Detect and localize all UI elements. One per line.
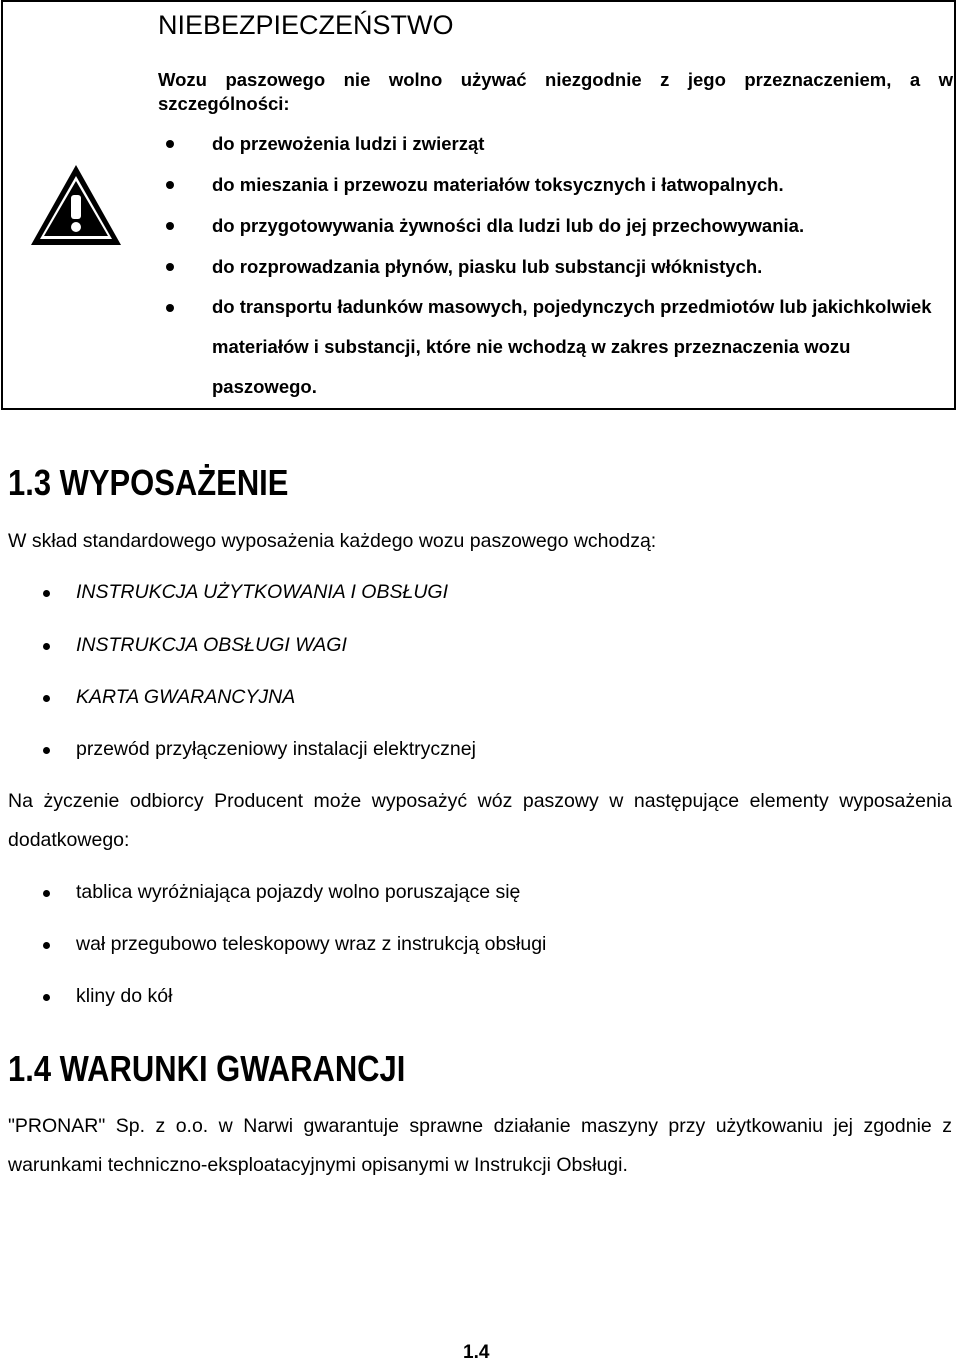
optional-item: tablica wyróżniająca pojazdy wolno poruszające się bbox=[76, 881, 521, 903]
bullet-icon bbox=[43, 994, 50, 1001]
bullet-icon bbox=[43, 890, 50, 897]
danger-item: do transportu ładunków masowych, pojedynczych przedmiotów lub jakichkolwiek materiałów i substancji, które nie wchodzą w zakres przeznaczenia wozu paszowego. bbox=[212, 296, 932, 397]
optional-intro: Na życzenie odbiorcy Producent może wyposażyć wóz paszowy w następujące elementy wyposażenia dodatkowego: bbox=[8, 790, 952, 851]
standard-item: KARTA GWARANCYJNA bbox=[76, 686, 296, 708]
equipment-intro: W skład standardowego wyposażenia każdego wozu paszowego wchodzą: bbox=[8, 530, 657, 552]
danger-item: do rozprowadzania płynów, piasku lub substancji włóknistych. bbox=[212, 256, 763, 277]
bullet-icon bbox=[166, 263, 174, 271]
bullet-icon bbox=[166, 304, 174, 312]
standard-item: INSTRUKCJA UŻYTKOWANIA I OBSŁUGI bbox=[76, 581, 448, 603]
standard-item: INSTRUKCJA OBSŁUGI WAGI bbox=[76, 634, 347, 656]
section-heading-equipment: 1.3 WYPOSAŻENIE bbox=[8, 462, 289, 503]
danger-item: do przewożenia ludzi i zwierząt bbox=[212, 133, 485, 154]
bullet-icon bbox=[43, 747, 50, 754]
bullet-icon bbox=[43, 942, 50, 949]
danger-intro: Wozu paszowego nie wolno używać niezgodnie z jego przeznaczeniem, a w bbox=[158, 69, 953, 90]
bullet-icon bbox=[166, 140, 174, 148]
danger-title: NIEBEZPIECZEŃSTWO bbox=[158, 10, 454, 40]
warranty-text: "PRONAR" Sp. z o.o. w Narwi gwarantuje sprawne działanie maszyny przy użytkowaniu jej zgodnie z warunkami techniczno-eksploatacyjnymi opisanymi w Instrukcji Obsługi. bbox=[8, 1115, 952, 1176]
bullet-icon bbox=[166, 222, 174, 230]
section-heading-warranty: 1.4 WARUNKI GWARANCJI bbox=[8, 1048, 406, 1089]
warning-icon bbox=[28, 162, 124, 248]
bullet-icon bbox=[43, 590, 50, 597]
bullet-icon bbox=[43, 643, 50, 650]
optional-item: kliny do kół bbox=[76, 985, 173, 1007]
bullet-icon bbox=[166, 181, 174, 189]
danger-item: do mieszania i przewozu materiałów toksycznych i łatwopalnych. bbox=[212, 174, 784, 195]
page-number: 1.4 bbox=[463, 1342, 490, 1363]
optional-item: wał przegubowo teleskopowy wraz z instrukcją obsługi bbox=[76, 933, 547, 955]
standard-item: przewód przyłączeniowy instalacji elektrycznej bbox=[76, 738, 476, 760]
danger-intro-continuation: szczególności: bbox=[158, 93, 290, 114]
danger-item: do przygotowywania żywności dla ludzi lub do jej przechowywania. bbox=[212, 215, 805, 236]
bullet-icon bbox=[43, 695, 50, 702]
